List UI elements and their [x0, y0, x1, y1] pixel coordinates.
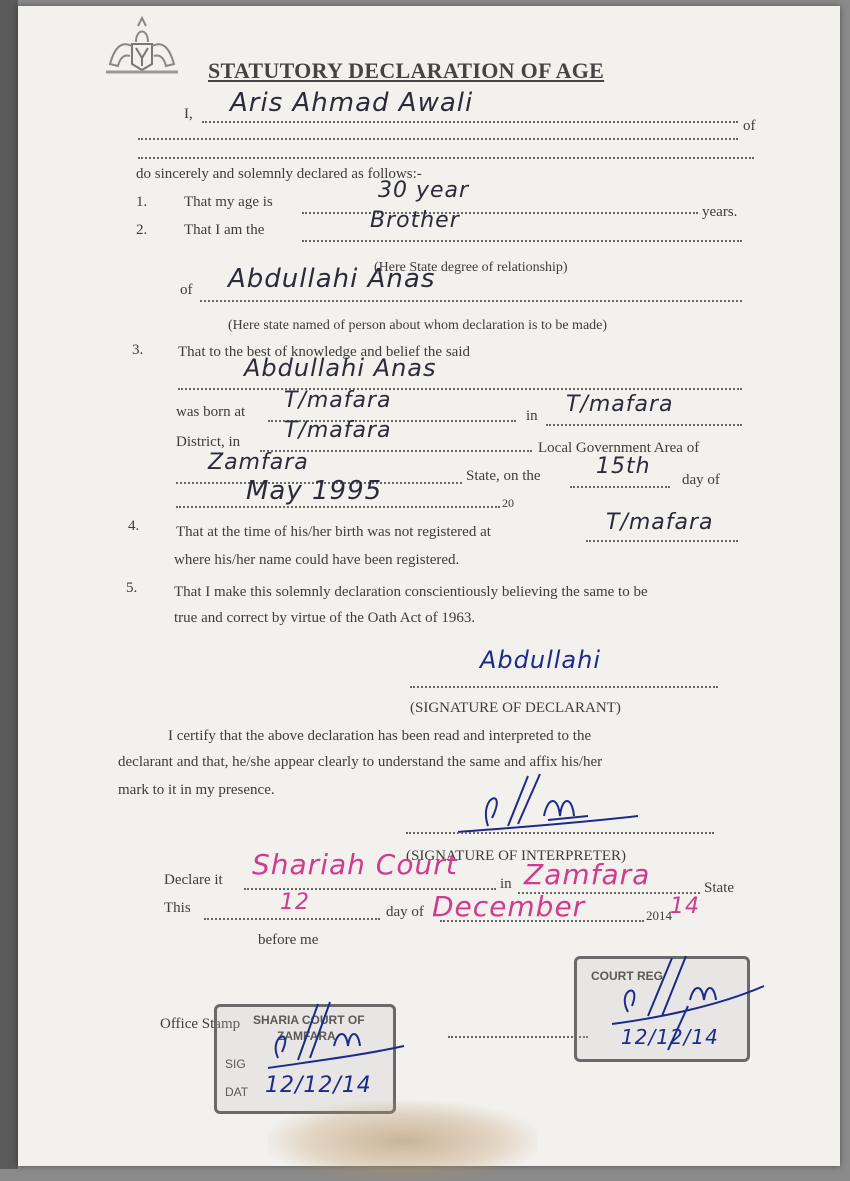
hw-declarant-signature: Abdullahi: [480, 646, 602, 674]
born-in-line: [546, 424, 742, 426]
item-number-4: 4.: [128, 518, 140, 534]
hw-relation: Brother: [370, 208, 460, 233]
hw-this-day: 12: [280, 890, 310, 915]
declarant-signature-line: [410, 686, 718, 688]
hw-said-name: Abdullahi Anas: [244, 354, 437, 382]
item1-text: That my age is: [184, 194, 273, 210]
interpreter-signature-scribble: [448, 766, 648, 846]
hw-name: Aris Ahmad Awali: [230, 88, 474, 118]
coffee-stain: [268, 1101, 538, 1181]
hw-day: 15th: [596, 454, 651, 479]
scan-edge: [0, 0, 18, 1169]
said-name-line: [178, 388, 742, 390]
day-of-label-2: day of: [386, 904, 424, 920]
hw-age: 30 year: [378, 178, 470, 203]
stamp-line-1: SHARIA COURT OF: [253, 1013, 365, 1027]
item5-text-a: That I make this solemnly declaration conscientiously believing the same to be: [174, 584, 648, 600]
hw-stamp-date: 12/12/14: [265, 1073, 372, 1098]
in-label-2: in: [500, 876, 512, 892]
item-number-1: 1.: [136, 194, 148, 210]
label-of: of: [743, 118, 756, 134]
hw-born-place: T/mafara: [284, 388, 392, 413]
in-label: in: [526, 408, 538, 424]
registered-at-line: [586, 540, 738, 542]
relation-line: [302, 240, 742, 242]
state-on-label: State, on the: [466, 468, 541, 484]
label-i: I,: [184, 106, 193, 122]
item3-text: That to the best of knowledge and belief the said: [178, 344, 470, 360]
relative-name-line: [200, 300, 742, 302]
state-label-2: State: [704, 880, 734, 896]
declaration-document: [18, 6, 840, 1166]
right-stamp-line-1: COURT REG: [591, 969, 663, 983]
name-line: [202, 121, 738, 123]
certify-text-a: I certify that the above declaration has been read and interpreted to the: [168, 728, 592, 744]
district-label: District, in: [176, 434, 241, 450]
item5-text-b: true and correct by virtue of the Oath Act of 1963.: [174, 610, 476, 626]
declarant-signature-label: (SIGNATURE OF DECLARANT): [410, 700, 621, 716]
item-number-5: 5.: [126, 580, 138, 596]
stamp-line-2: ZAMFARA: [277, 1029, 336, 1043]
official-signature-line: [448, 1036, 588, 1038]
intro-text: do sincerely and solemnly declared as follows:-: [136, 166, 422, 182]
hw-registered-at: T/mafara: [606, 510, 714, 535]
hw-month-year: May 1995: [246, 476, 383, 506]
this-day-line: [204, 918, 380, 920]
hw-district: T/mafara: [284, 418, 392, 443]
document-title: STATUTORY DECLARATION OF AGE: [208, 58, 605, 83]
day-of-label: day of: [682, 472, 720, 488]
certify-text-c: mark to it in my presence.: [118, 782, 275, 798]
year-prefix: 20: [502, 496, 514, 510]
hw-state: Zamfara: [208, 450, 309, 475]
hw-this-month: December: [432, 890, 586, 923]
coat-of-arms-icon: [102, 14, 182, 80]
item-number-2: 2.: [136, 222, 148, 238]
right-stamp-signature-scribble: [598, 946, 768, 1056]
month-year-line: [176, 506, 500, 508]
office-stamp-label: Office Stamp: [160, 1016, 241, 1032]
this-label: This: [164, 900, 191, 916]
item4-text-b: where his/her name could have been registered.: [174, 552, 460, 568]
named-note: (Here state named of person about whom declaration is to be made): [228, 318, 608, 333]
hw-this-year: 14: [670, 894, 700, 919]
label-of-2: of: [180, 282, 193, 298]
certify-text-b: declarant and that, he/she appear clearly to understand the same and affix his/her: [118, 754, 603, 770]
hw-stamp-date-2: 12/12/14: [621, 1025, 719, 1049]
address-line-2: [138, 157, 754, 159]
age-line: [302, 212, 698, 214]
hw-relative-name: Abdullahi Anas: [228, 264, 436, 294]
item4-text-a: That at the time of his/her birth was not registered at: [176, 524, 491, 540]
stamp-line-4: DAT: [225, 1085, 249, 1099]
interpreter-signature-line: [406, 832, 714, 834]
born-at-label: was born at: [176, 404, 246, 420]
interpreter-signature-label: (SIGNATURE OF INTERPRETER): [406, 848, 626, 864]
hw-declare-place: Shariah Court: [252, 848, 458, 881]
year-label: 2014: [646, 908, 672, 923]
item-number-3: 3.: [132, 342, 144, 358]
declare-it-label: Declare it: [164, 872, 223, 888]
left-stamp-signature-scribble: [248, 996, 408, 1076]
item1-suffix: years.: [702, 204, 738, 220]
hw-born-in: T/mafara: [566, 392, 674, 417]
before-me-label: before me: [258, 932, 319, 948]
day-line: [570, 486, 670, 488]
address-line: [138, 138, 738, 140]
relationship-note: (Here State degree of relationship): [374, 260, 568, 275]
lga-label: Local Government Area of: [538, 440, 700, 456]
stamp-line-3: SIG: [225, 1057, 246, 1071]
item2-text: That I am the: [184, 222, 265, 238]
hw-declare-state: Zamfara: [524, 858, 651, 891]
